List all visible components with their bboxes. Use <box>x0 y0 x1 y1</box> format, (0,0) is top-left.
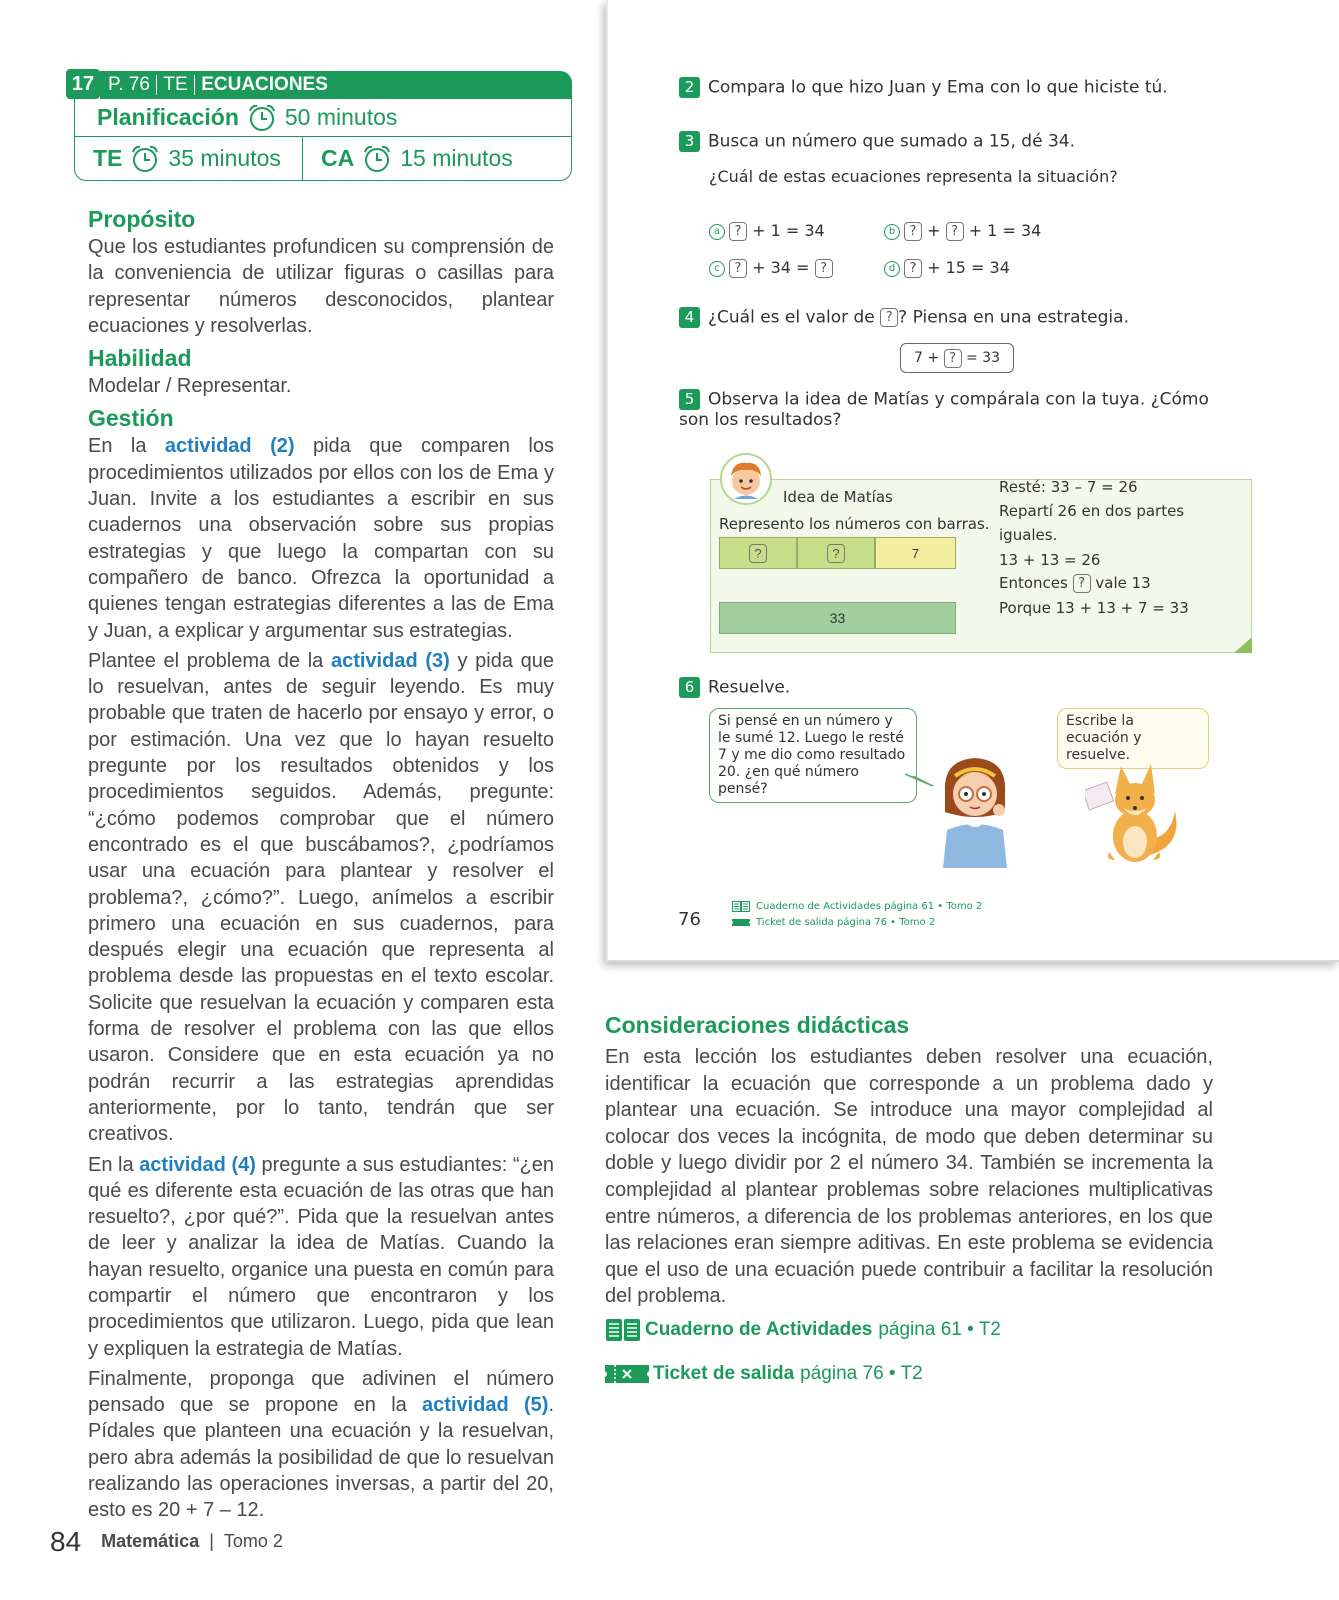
bar-seven: 7 <box>875 537 956 569</box>
book-icon <box>732 901 750 912</box>
alarm-clock-icon <box>130 144 160 174</box>
question-number: 3 <box>679 131 700 152</box>
fox-illustration-icon <box>1085 756 1185 866</box>
lesson-header <box>66 69 572 181</box>
unknown-box: ? <box>749 544 767 563</box>
option-d: d ? + 15 = 34 <box>884 258 1010 278</box>
idea-step: Repartí 26 en dos partes <box>999 502 1185 520</box>
ca-time: 15 minutos <box>400 145 513 171</box>
ticket-icon <box>605 1362 649 1386</box>
option-c: c ? + 34 = ? <box>709 258 833 278</box>
unknown-box: ? <box>1073 574 1091 593</box>
left-column <box>88 200 554 1528</box>
question-number: 6 <box>679 677 700 698</box>
planning-row <box>75 99 571 137</box>
question-number: 4 <box>679 307 700 328</box>
subject-label: Matemática <box>101 1530 200 1551</box>
ticket-icon <box>732 917 750 928</box>
activity-link: actividad (3) <box>330 649 450 672</box>
te-label: TE <box>93 145 123 171</box>
consideraciones-heading: Consideraciones didácticas <box>605 1012 910 1038</box>
activity-link: actividad (4) <box>139 1153 256 1176</box>
speech-bubble-girl: Si pensé en un número y le sumé 12. Luego le resté 7 y me dio como resultado 20. ¿en qué número pensé? <box>709 708 917 803</box>
page-footer: 84 Matemática | Tomo 2 <box>50 1526 283 1557</box>
ticket-reference: Ticket de salida página 76 • T2 <box>605 1362 923 1386</box>
matias-idea-box <box>710 479 1252 653</box>
question-number: 2 <box>679 77 700 98</box>
bar-total: 33 <box>719 602 956 634</box>
question-3-sub: ¿Cuál de estas ecuaciones representa la situación? <box>709 167 1118 186</box>
bar-unknown <box>797 537 875 569</box>
gestion-paragraph-2: Plantee el problema de la actividad (3) y pida que lo resuelvan, antes de seguir leyendo. Es muy probable que traten de hacerlo por ensayo y error, o por estimación. Una vez que lo hayan resuelto pregunte por los resultados obtenidos y los procedimientos seguidos. Además, pregunte: “¿cómo podemos comprobar que el número encontrado es el que buscábamos?, ¿podríamos usar una ecuación para plantear y resolver el problema?, ¿cómo?”. Luego, anímelos a escribir primero una ecuación en sus cuadernos, para después elegir una ecuación que representa al problema desde las propuestas en el texto escolar. Solicite que resuelvan la ecuación y comparen esta forma de resolver el problema con las que ellos usaron. Considere que en esta ecuación ya no podrán recurrir a las estrategias aprendidas anteriormente, por lo tanto, tendrán que ser creativos. <box>88 649 555 1146</box>
lesson-type: TE <box>163 74 188 95</box>
question-6: 6 Resuelve. <box>679 677 790 698</box>
planning-label: Planificación <box>97 104 239 130</box>
lesson-number: 17 <box>66 69 100 99</box>
unknown-box: ? <box>815 259 833 278</box>
unknown-box: ? <box>946 222 964 241</box>
student-page-refs <box>732 899 982 931</box>
proposito-text: Que los estudiantes profundicen su comprensión de la conveniencia de utilizar figuras o casillas para representar números desconocidos, plantear ecuaciones y resolverlas. <box>88 236 554 337</box>
page-number: 84 <box>50 1526 82 1557</box>
time-row <box>75 137 571 180</box>
speech-bubble-fox: Escribe la ecuación y resuelve. <box>1057 708 1209 769</box>
ca-label: CA <box>321 145 355 171</box>
question-5: 5 Observa la idea de Matías y compárala con la tuya. ¿Cómo son los resultados? <box>679 389 1209 430</box>
unknown-box: ? <box>944 349 962 368</box>
page-ref: P. 76 <box>108 74 150 95</box>
bar-unknown <box>719 537 797 569</box>
habilidad-heading: Habilidad <box>88 345 192 372</box>
question-3: 3 Busca un número que sumado a 15, dé 34. <box>679 131 1075 152</box>
unknown-box: ? <box>827 544 845 563</box>
unknown-box: ? <box>729 222 747 241</box>
idea-step: Resté: 33 – 7 = 26 <box>999 478 1138 496</box>
question-2: 2 Compara lo que hizo Juan y Ema con lo que hiciste tú. <box>679 77 1168 98</box>
idea-step: iguales. <box>999 526 1058 544</box>
gestion-paragraph-4: Finalmente, proponga que adivinen el número pensado que se propone en la actividad (5). Pídales que planteen una ecuación y la resuelvan, pero abra además la posibilidad de que lo resuelvan realizando las operaciones inversas, a partir del 20, esto es 20 + 7 – 12. <box>88 1367 555 1522</box>
idea-step: 13 + 13 = 26 <box>999 551 1101 569</box>
activity-link: actividad (5) <box>422 1394 549 1417</box>
lesson-topic: ECUACIONES <box>201 74 328 95</box>
planning-time: 50 minutos <box>284 104 398 130</box>
unknown-box: ? <box>904 222 922 241</box>
consideraciones-text: En esta lección los estudiantes deben resolver una ecuación, identificar la ecuación que corresponde a un problema dado y plantear una ecuación. Se introduce una mayor complejidad al colocar dos veces la incógnita, de modo que deben determinar su doble y luego dividir por 2 el número 34. También se incrementa la complejidad al plantear problemas sobre relaciones multiplicativas entre números, a diferencia de los problemas anteriores, en los que las relaciones eran siempre aditivas. En este problema se evidencia que el uso de una ecuación puede contribuir a facilitar la resolución del problema. <box>605 1046 1213 1308</box>
question-number: 5 <box>679 389 700 410</box>
alarm-clock-icon <box>362 144 392 174</box>
option-b: b ? + ? + 1 = 34 <box>884 221 1041 241</box>
option-a: a ? + 1 = 34 <box>709 221 825 241</box>
gestion-paragraph-1: En la actividad (2) pida que comparen los procedimientos utilizados por ellos con los de Ema y Juan. Invite a los estudiantes a escribir en sus cuadernos una observación sobre sus propias estrategias y que luego la compartan con su compañero de banco. Ofrezca la oportunidad a quienes tengan estrategias diferentes a las de Ema y Juan, a explicar y argumentar sus estrategias. <box>88 435 554 642</box>
unknown-box: ? <box>880 308 898 327</box>
student-page-number: 76 <box>678 909 701 930</box>
gestion-paragraph-3: En la actividad (4) pregunte a sus estudiantes: “¿en qué es diferente esta ecuación de las otras que han resuelto?, ¿por qué?”. Pida que la resuelvan antes de leer y analizar la idea de Matías. Cuando la hayan resuelto, organice una puesta en común para compartir el número que encontraron y los procedimientos que utilizaron. Luego, pida que lean y expliquen la estrategia de Matías. <box>88 1153 554 1360</box>
cuaderno-ref: Cuaderno de Actividades página 61 • Tomo 2 <box>732 899 982 915</box>
bubble-tail <box>905 772 935 790</box>
book-icon <box>605 1318 641 1342</box>
habilidad-text: Modelar / Representar. <box>88 375 292 398</box>
proposito-heading: Propósito <box>88 206 196 232</box>
activity-link: actividad (2) <box>164 435 295 458</box>
te-time: 35 minutos <box>168 145 281 171</box>
unknown-box: ? <box>904 259 922 278</box>
cuaderno-reference: Cuaderno de Actividades página 61 • T2 <box>605 1318 1001 1342</box>
te-cell <box>75 137 303 180</box>
lesson-bar <box>100 71 572 99</box>
idea-line: Represento los números con barras. <box>719 515 990 533</box>
bar-model-parts <box>719 537 956 569</box>
unknown-box: ? <box>729 259 747 278</box>
volume-label: Tomo 2 <box>223 1530 283 1551</box>
ca-cell <box>303 137 513 180</box>
idea-title: Idea de Matías <box>783 488 893 506</box>
ticket-ref: Ticket de salida página 76 • Tomo 2 <box>732 915 982 931</box>
gestion-heading: Gestión <box>88 405 174 432</box>
girl-illustration-icon <box>935 752 1015 868</box>
question-4: 4 ¿Cuál es el valor de ? ? Piensa en una estrategia. <box>679 307 1129 328</box>
lesson-frame <box>74 99 572 181</box>
alarm-clock-icon <box>247 103 277 133</box>
equation-box: 7 + ? = 33 <box>900 343 1014 373</box>
consideraciones-section <box>605 1010 1213 1310</box>
boy-avatar-icon <box>719 452 773 506</box>
idea-step: Porque 13 + 13 + 7 = 33 <box>999 599 1189 617</box>
idea-step: Entonces ? vale 13 <box>999 574 1151 592</box>
